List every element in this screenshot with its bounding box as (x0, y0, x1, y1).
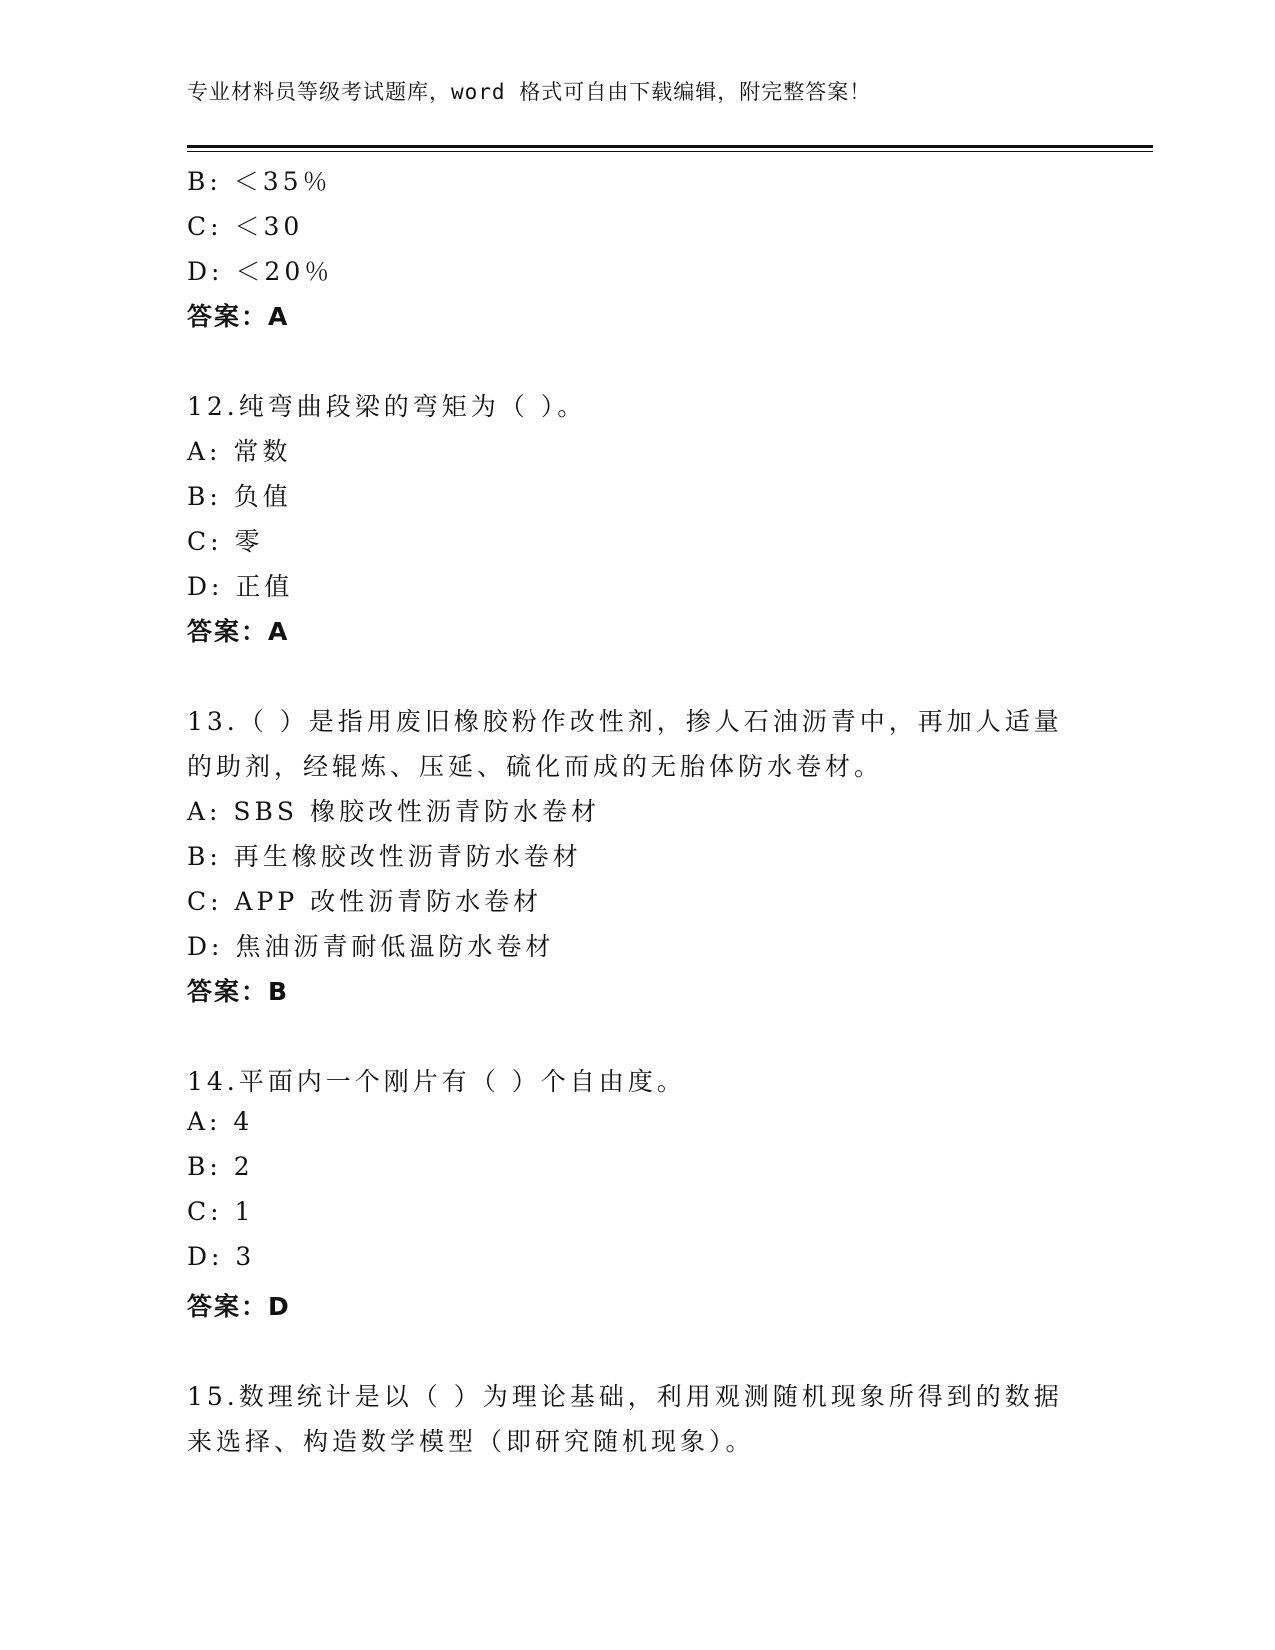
header-rule-thin (187, 151, 1153, 152)
q14-option-b: B: 2 (187, 1152, 254, 1181)
q13-option-b: B: 再生橡胶改性沥青防水卷材 (187, 842, 582, 871)
q15-stem-line-1: 15.数理统计是以（ ）为理论基础，利用观测随机现象所得到的数据 (187, 1382, 1063, 1411)
q12-stem: 12.纯弯曲段梁的弯矩为（ ）。 (187, 392, 587, 421)
q14-option-c: C: 1 (187, 1197, 255, 1226)
q12-option-c: C: 零 (187, 527, 264, 556)
q13-stem-line-1: 13.（ ）是指用废旧橡胶粉作改性剂，掺人石油沥青中，再加人适量 (187, 707, 1063, 736)
q12-option-b: B: 负值 (187, 482, 292, 511)
q13-answer: 答案：B (187, 977, 290, 1006)
q13-option-d: D: 焦油沥青耐低温防水卷材 (187, 932, 555, 961)
q13-option-c: C: APP 改性沥青防水卷材 (187, 887, 543, 916)
q12-answer: 答案：A (187, 617, 290, 646)
q15-stem-line-2: 来选择、构造数学模型（即研究随机现象）。 (187, 1427, 755, 1456)
header-rule-thick (187, 145, 1153, 148)
q14-option-d: D: 3 (187, 1242, 256, 1271)
q12-option-d: D: 正值 (187, 572, 294, 601)
q11-option-b: B: ＜35％ (187, 167, 332, 196)
q11-option-c: C: ＜30 (187, 212, 304, 241)
q12-option-a: A: 常数 (187, 437, 292, 466)
page-header: 专业材料员等级考试题库，word 格式可自由下载编辑，附完整答案！ (187, 80, 872, 104)
q13-stem-line-2: 的助剂，经辊炼、压延、硫化而成的无胎体防水卷材。 (187, 752, 884, 781)
q11-answer: 答案：A (187, 302, 290, 331)
q11-option-d: D: ＜20％ (187, 257, 334, 286)
q13-option-a: A: SBS 橡胶改性沥青防水卷材 (187, 797, 600, 826)
q14-answer: 答案：D (187, 1292, 291, 1321)
q14-stem: 14.平面内一个刚片有（ ）个自由度。 (187, 1067, 686, 1096)
q14-option-a: A: 4 (187, 1107, 254, 1136)
